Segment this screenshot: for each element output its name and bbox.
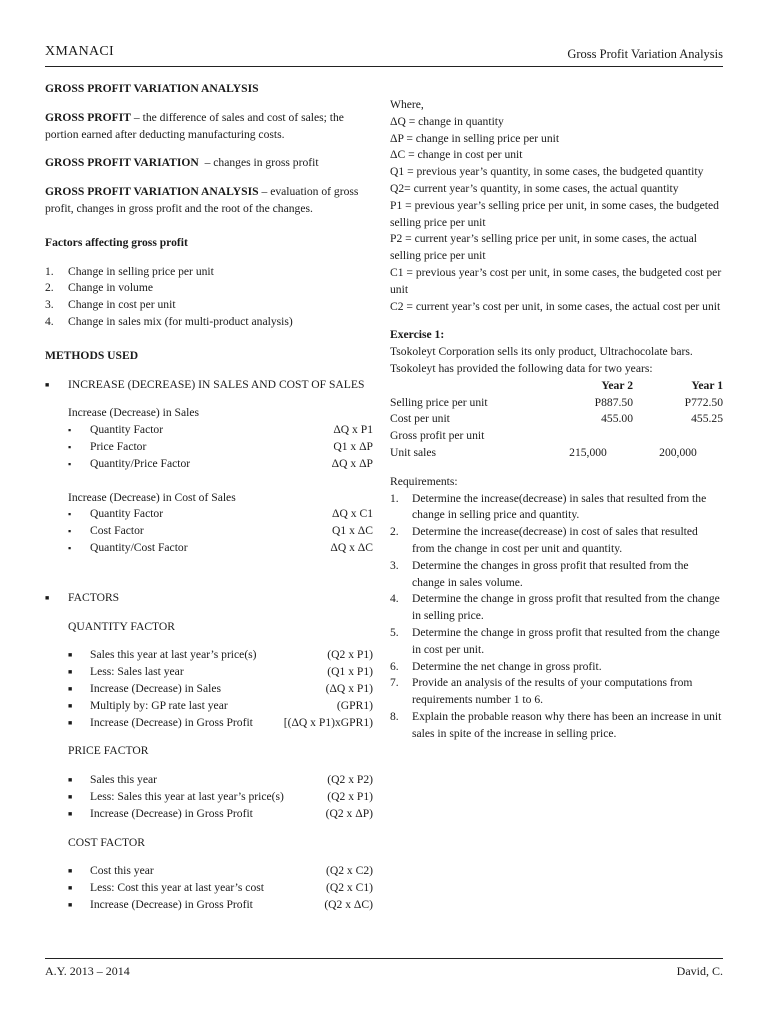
list-text: Determine the change in gross profit that resulted from the change in selling price. — [412, 592, 720, 623]
definition-term: GROSS PROFIT VARIATION — [45, 156, 199, 170]
list-item — [45, 314, 373, 331]
exercise-intro: Tsokoleyt Corporation sells its only product, Ultrachocolate bars. Tsokoleyt has provided the following data for two years: — [390, 345, 693, 375]
cost-heading: Increase (Decrease) in Cost of Sales — [68, 490, 236, 504]
formula-row — [68, 880, 373, 897]
table-cell: Gross profit per unit — [390, 429, 485, 443]
legend-line: C2 = current year’s cost per unit, in some cases, the actual cost per unit — [390, 299, 721, 313]
formula-label: Multiply by: GP rate last year — [90, 698, 228, 712]
method-title: FACTORS — [68, 590, 120, 604]
method-title: INCREASE (DECREASE) IN SALES AND COST OF SALES — [68, 377, 365, 391]
exercise-title: Exercise 1: — [390, 328, 445, 342]
list-number: 8. — [390, 709, 399, 723]
formula: (Q2 x ΔP) — [325, 806, 373, 820]
formula-label: Quantity Factor — [90, 423, 164, 437]
methods-heading: METHODS USED — [45, 348, 139, 362]
formula-row — [68, 772, 373, 789]
list-number: 4. — [390, 592, 399, 606]
square-bullet-icon: ■ — [68, 718, 73, 727]
legend-line: Q2= current year’s quantity, in some cases, the actual quantity — [390, 181, 679, 195]
formula: (Q2 x P1) — [327, 648, 373, 662]
sales-heading: Increase (Decrease) in Sales — [68, 406, 199, 420]
square-bullet-icon: ■ — [68, 701, 73, 710]
list-number: 5. — [390, 625, 399, 639]
formula: (ΔQ x P1) — [325, 681, 373, 695]
list-item — [45, 280, 373, 297]
sales-section — [45, 405, 373, 556]
formula-row — [68, 698, 373, 715]
formula-label: Less: Sales last year — [90, 665, 184, 679]
list-number: 6. — [390, 659, 399, 673]
method-increase-decrease — [45, 377, 373, 394]
factors-heading: Factors affecting gross profit — [45, 235, 188, 249]
table-cell: 455.25 — [691, 412, 723, 426]
definition-term: GROSS PROFIT VARIATION ANALYSIS — [45, 185, 259, 199]
definition-term: GROSS PROFIT — [45, 110, 132, 124]
list-item — [45, 297, 373, 314]
table-cell: Unit sales — [390, 445, 437, 459]
list-item — [390, 591, 723, 625]
formula-row — [68, 647, 373, 664]
formula-row — [68, 422, 373, 439]
author: David, C. — [676, 964, 723, 978]
list-number: 2. — [45, 281, 54, 295]
formula-row — [68, 806, 373, 823]
list-text: Determine the net change in gross profit. — [412, 659, 602, 673]
formula-row — [68, 664, 373, 681]
quantity-factor-heading: QUANTITY FACTOR — [68, 619, 176, 633]
bullet-icon: ▪ — [68, 542, 72, 553]
definition-gp-variation-analysis — [45, 184, 373, 218]
list-item — [390, 709, 723, 743]
formula-label: Sales this year — [90, 773, 157, 787]
list-number: 3. — [390, 558, 399, 572]
formula-label: Increase (Decrease) in Gross Profit — [90, 897, 253, 911]
formula: Q1 x ΔP — [333, 439, 373, 453]
footer-rule — [45, 958, 723, 959]
table-cell: 455.00 — [601, 412, 633, 426]
formula-label: Increase (Decrease) in Sales — [90, 681, 221, 695]
course-code: XMANACI — [45, 44, 114, 59]
formula: (Q2 x C2) — [325, 864, 373, 878]
price-factor-heading: PRICE FACTOR — [68, 744, 149, 758]
legend-line: ΔP = change in selling price per unit — [390, 131, 560, 145]
academic-year: A.Y. 2013 – 2014 — [45, 964, 130, 978]
legend-line: C1 = previous year’s cost per unit, in some cases, the budgeted cost per unit — [390, 265, 722, 296]
bullet-icon: ▪ — [68, 509, 72, 520]
formula-row — [68, 715, 373, 732]
square-bullet-icon: ■ — [45, 593, 50, 602]
formula: (Q2 x P1) — [327, 789, 373, 803]
legend-line: Q1 = previous year’s quantity, in some cases, the budgeted quantity — [390, 165, 704, 179]
formula: (GPR1) — [336, 698, 373, 712]
square-bullet-icon: ■ — [45, 380, 50, 389]
list-text: Determine the increase(decrease) in sales that resulted from the change in selling price and quantity. — [412, 491, 707, 522]
square-bullet-icon: ■ — [68, 684, 73, 693]
table-cell: Selling price per unit — [390, 395, 488, 409]
list-text: Change in sales mix (for multi-product analysis) — [68, 314, 293, 328]
formula: [(ΔQ x P1)xGPR1) — [283, 715, 373, 729]
formula-row — [68, 897, 373, 914]
list-text: Change in selling price per unit — [68, 264, 214, 278]
table-header: Year 2 — [601, 378, 633, 392]
formula: (Q2 x C1) — [325, 881, 373, 895]
formula-label: Quantity Factor — [90, 507, 164, 521]
square-bullet-icon: ■ — [68, 776, 73, 785]
list-item — [390, 675, 723, 709]
list-text: Determine the changes in gross profit that resulted from the change in sales volume. — [412, 558, 689, 589]
definition-text: – evaluation of gross profit, changes in gross profit and the root of the changes. — [45, 185, 359, 215]
formula-label: Quantity/Price Factor — [90, 456, 191, 470]
definition-text: – the difference of sales and cost of sales; the portion earned after deducting manufacturing costs. — [45, 110, 344, 141]
formula: (Q2 x P2) — [327, 773, 373, 787]
formula-label: Less: Sales this year at last year’s price(s) — [90, 789, 284, 803]
table-row — [390, 428, 723, 445]
table-cell — [390, 378, 543, 395]
formula-label: Cost Factor — [90, 524, 144, 538]
table-cell — [633, 428, 723, 445]
factors-section — [45, 619, 373, 914]
requirements-list — [390, 491, 723, 743]
list-item — [390, 558, 723, 592]
list-number: 7. — [390, 676, 399, 690]
formula-row — [68, 439, 373, 456]
method-factors — [45, 590, 373, 607]
table-cell: Cost per unit — [390, 412, 450, 426]
list-item — [390, 659, 723, 676]
requirements-heading: Requirements: — [390, 474, 458, 488]
document-topic: Gross Profit Variation Analysis — [567, 47, 723, 61]
list-number: 2. — [390, 525, 399, 539]
square-bullet-icon: ■ — [68, 867, 73, 876]
formula: ΔQ x ΔP — [331, 456, 373, 470]
bullet-icon: ▪ — [68, 425, 72, 436]
formula: ΔQ x P1 — [333, 423, 373, 437]
exercise-data-table — [390, 378, 723, 462]
legend-line: P2 = current year’s selling price per unit, in some cases, the actual selling price per unit — [390, 232, 698, 263]
list-item — [390, 491, 723, 525]
table-cell: P887.50 — [594, 395, 633, 409]
cost-factor-heading: COST FACTOR — [68, 835, 145, 849]
list-item — [390, 625, 723, 659]
bullet-icon: ▪ — [68, 441, 72, 452]
left-column — [45, 81, 373, 914]
formula-row — [68, 523, 373, 540]
formula-label: Increase (Decrease) in Gross Profit — [90, 806, 253, 820]
list-text: Change in cost per unit — [68, 298, 176, 312]
table-row — [390, 445, 723, 462]
table-header-row — [390, 378, 723, 395]
factors-list — [45, 264, 373, 331]
formula-label: Sales this year at last year’s price(s) — [90, 648, 257, 662]
square-bullet-icon: ■ — [68, 884, 73, 893]
where-label: Where, — [390, 98, 424, 111]
formula-row — [68, 863, 373, 880]
list-number: 1. — [45, 264, 54, 278]
table-cell: 215,000 — [569, 445, 607, 459]
square-bullet-icon: ■ — [68, 900, 73, 909]
formula-label: Increase (Decrease) in Gross Profit — [90, 715, 253, 729]
table-cell: P772.50 — [684, 395, 723, 409]
list-text: Provide an analysis of the results of your computations from requirements number 1 to 6. — [412, 676, 693, 707]
formula-row — [68, 456, 373, 473]
table-cell — [543, 428, 633, 445]
formula-row — [68, 789, 373, 806]
page-title: GROSS PROFIT VARIATION ANALYSIS — [45, 82, 259, 95]
formula-row — [68, 681, 373, 698]
list-item — [390, 524, 723, 558]
formula-label: Less: Cost this year at last year’s cost — [90, 881, 264, 895]
formula-row — [68, 540, 373, 557]
table-row — [390, 395, 723, 412]
definition-text: – changes in gross profit — [198, 156, 319, 170]
table-cell: 200,000 — [659, 445, 697, 459]
definition-gp-variation — [45, 155, 373, 172]
square-bullet-icon: ■ — [68, 792, 73, 801]
list-number: 1. — [390, 491, 399, 505]
formula: (Q1 x P1) — [327, 665, 373, 679]
list-item — [45, 264, 373, 281]
list-text: Determine the increase(decrease) in cost of sales that resulted from the change in cost per unit and quantity. — [412, 525, 698, 555]
formula-row — [68, 506, 373, 523]
formula-label: Cost this year — [90, 864, 154, 878]
legend-line: ΔC = change in cost per unit — [390, 148, 523, 162]
legend-line: ΔQ = change in quantity — [390, 114, 504, 128]
right-column — [390, 97, 723, 742]
header-rule — [45, 66, 723, 67]
table-header: Year 1 — [691, 378, 723, 392]
square-bullet-icon: ■ — [68, 668, 73, 677]
formula: ΔQ x C1 — [332, 507, 373, 521]
list-number: 4. — [45, 314, 54, 328]
legend-line: P1 = previous year’s selling price per unit, in some cases, the budgeted selling price per unit — [390, 198, 719, 229]
list-text: Change in volume — [68, 281, 154, 295]
formula: Q1 x ΔC — [332, 524, 373, 538]
list-text: Determine the change in gross profit that resulted from the change in cost per unit. — [412, 625, 720, 656]
formula-label: Quantity/Cost Factor — [90, 540, 188, 554]
formula: (Q2 x ΔC) — [324, 897, 373, 911]
list-text: Explain the probable reason why there has been an increase in unit sales in spite of the increase in selling price. — [412, 709, 722, 740]
list-number: 3. — [45, 298, 54, 312]
bullet-icon: ▪ — [68, 526, 72, 537]
formula-label: Price Factor — [90, 439, 147, 453]
bullet-icon: ▪ — [68, 458, 72, 469]
formula: ΔQ x ΔC — [330, 540, 373, 554]
definition-gross-profit — [45, 110, 373, 144]
table-row — [390, 411, 723, 428]
square-bullet-icon: ■ — [68, 651, 73, 660]
square-bullet-icon: ■ — [68, 809, 73, 818]
